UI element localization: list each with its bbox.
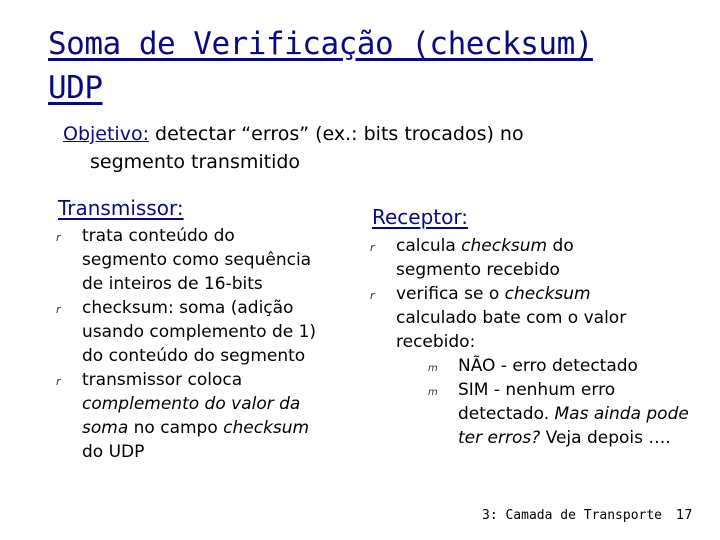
receiver-sub-item-2-line [458,402,690,426]
objective-text-1: detectar “erros” (ex.: bits trocados) no [148,123,524,145]
transmitter-item-3-line [82,392,346,416]
objective-label: Objetivo: [63,123,149,145]
title-line-2: UDP [48,70,103,106]
receiver-item-2-line: calculado bate com o valor [396,308,627,328]
receiver-item-1-line [396,234,690,258]
transmitter-item-3-line: do UDP [82,442,145,462]
emphasis-text: soma [82,418,129,438]
plain-text: no campo [128,418,224,438]
transmitter-item-1 [56,224,346,296]
sub-bullet-icon: m [428,387,438,398]
footer-chapter: 3: Camada de Transporte [482,508,663,523]
receiver-item-1-line: segmento recebido [396,260,560,280]
plain-text: verifica se o [396,284,505,304]
receiver-sub-list [396,354,690,450]
objective [63,120,683,176]
slide-title [48,22,648,110]
receiver-heading: Receptor: [372,205,468,229]
transmitter-heading: Transmissor: [58,196,184,220]
receiver-sub-item-2-line [458,426,690,450]
emphasis-text: Mas ainda pode [554,404,689,424]
plain-text: Veja depois …. [540,428,671,448]
transmitter-item-1-line: segmento como sequência [82,250,312,270]
emphasis-text: checksum [223,418,310,438]
sub-bullet-icon: m [428,363,438,374]
bullet-icon: r [56,231,61,244]
plain-text: calcula [396,236,462,256]
receiver-sub-item-1-line: NÃO - erro detectado [458,356,638,376]
plain-text: detectado. [458,404,555,424]
emphasis-text: complemento do valor da [82,394,301,414]
receiver-sub-item-1 [428,354,690,378]
receiver-item-2-line: recebido: [396,332,476,352]
bullet-icon: r [370,289,375,302]
receiver-item-1 [370,234,690,282]
transmitter-item-1-line: de inteiros de 16-bits [82,274,263,294]
transmitter-item-3-line: transmissor coloca [82,370,243,390]
emphasis-text: checksum [504,284,591,304]
transmitter-list [56,224,346,464]
plain-text: do [547,236,574,256]
receiver-item-2-line [396,282,690,306]
transmitter-item-2 [56,296,346,368]
bullet-icon: r [56,375,61,388]
bullet-icon: r [370,241,375,254]
transmitter-item-2-line: do conteúdo do segmento [82,346,306,366]
emphasis-text: ter erros? [458,428,541,448]
emphasis-text: checksum [461,236,548,256]
receiver-sub-item-2-line: SIM - nenhum erro [458,380,616,400]
receiver-item-2 [370,282,690,450]
transmitter-item-2-line: usando complemento de 1) [82,322,317,342]
bullet-icon: r [56,303,61,316]
objective-text-2: segmento transmitido [90,151,301,173]
page-number: 17 [676,508,693,523]
transmitter-item-1-line: trata conteúdo do [82,226,235,246]
transmitter-item-2-line: checksum: soma (adição [82,298,294,318]
transmitter-item-3 [56,368,346,464]
transmitter-item-3-line [82,416,346,440]
receiver-sub-item-2 [428,378,690,450]
receiver-list [370,234,690,450]
title-line-1: Soma de Verificação (checksum) [48,26,593,62]
